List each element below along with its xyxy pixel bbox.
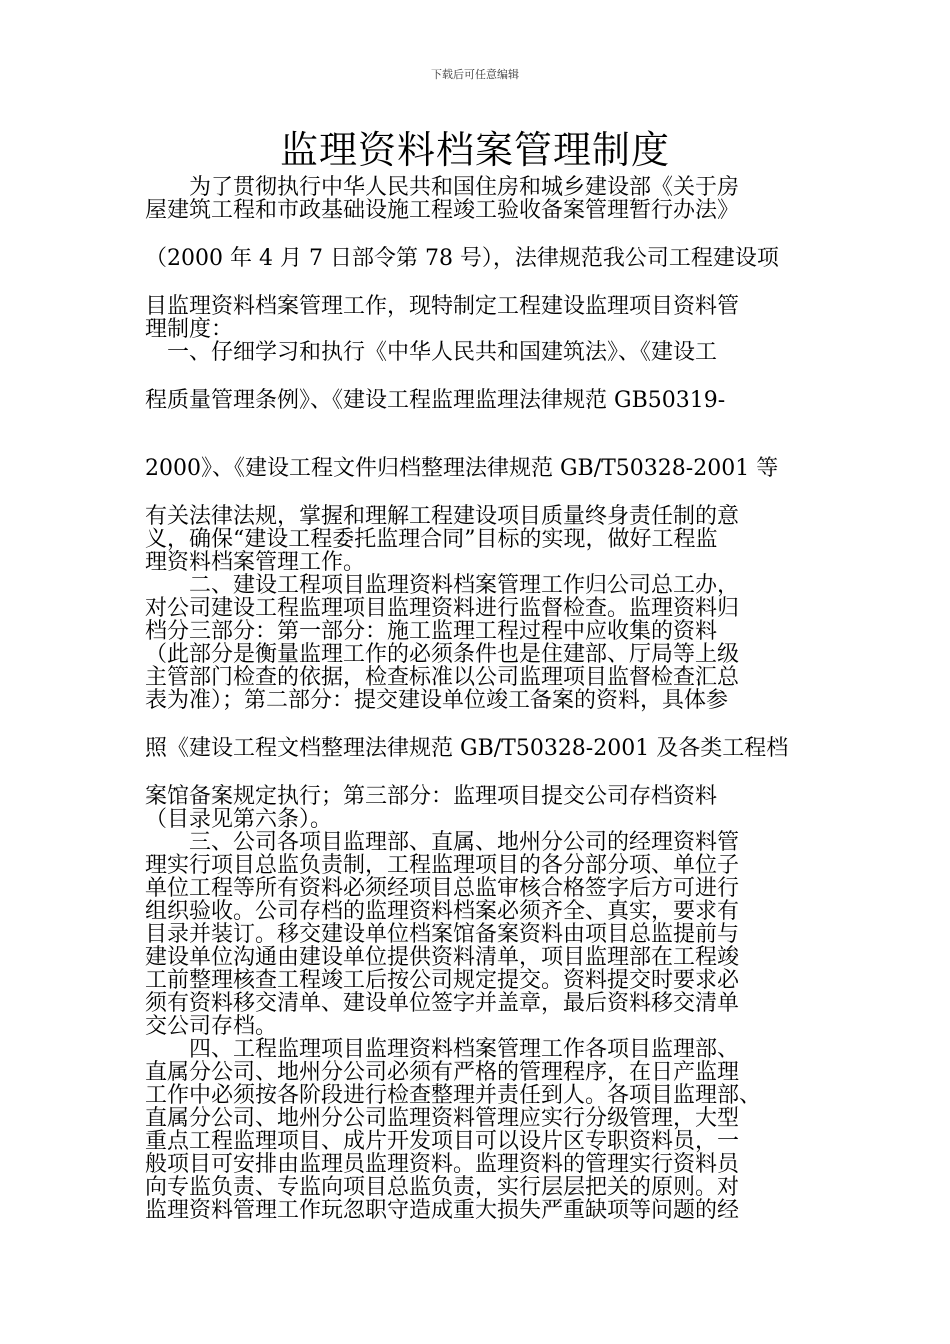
body-line: 交公司存档。: [145, 1014, 278, 1039]
body-line: 三、公司各项目监理部、直属、地州分公司的经理资料管: [145, 830, 740, 855]
body-line: 般项目可安排由监理员监理资料。监理资料的管理实行资料员: [145, 1152, 740, 1177]
body-line: 理资料档案管理工作。: [145, 550, 366, 575]
body-line: 表为准）；第二部分：提交建设单位竣工备案的资料，具体参: [145, 688, 729, 713]
body-line: （2000 年 4 月 7 日部令第 78 号），法律规范我公司工程建设项: [145, 246, 779, 271]
body-line: （目录见第六条）。: [145, 807, 333, 832]
body-line: 一、仔细学习和执行《中华人民共和国建筑法》、《建设工: [145, 340, 718, 365]
body-line: 监理资料管理工作玩忽职守造成重大损失严重缺项等问题的经: [145, 1198, 740, 1223]
body-line: 须有资料移交清单、建设单位签字并盖章，最后资料移交清单: [145, 991, 740, 1016]
body-line: 程质量管理条例》、《建设工程监理监理法律规范 GB50319-: [145, 388, 726, 413]
body-line: 组织验收。公司存档的监理资料档案必须齐全、真实，要求有: [145, 899, 740, 924]
document-title: 监理资料档案管理制度: [279, 128, 670, 172]
body-line: 档分三部分：第一部分：施工监理工程过程中应收集的资料: [145, 619, 718, 644]
body-line: 目监理资料档案管理工作，现特制定工程建设监理项目资料管: [145, 294, 740, 319]
body-line: 工前整理核查工程竣工后按公司规定提交。资料提交时要求必: [145, 968, 740, 993]
body-line: 理制度：: [145, 317, 234, 342]
body-line: 单位工程等所有资料必须经项目总监审核合格签字后方可进行: [145, 876, 740, 901]
body-line: 屋建筑工程和市政基础设施工程竣工验收备案管理暂行办法》: [145, 198, 740, 223]
body-line: 主管部门检查的依据，检查标准以公司监理项目监督检查汇总: [145, 665, 740, 690]
body-line: 有关法律法规，掌握和理解工程建设项目质量终身责任制的意: [145, 504, 740, 529]
body-line: 重点工程监理项目、成片开发项目可以设片区专职资料员，一: [145, 1129, 740, 1154]
document-body: [145, 176, 805, 1222]
body-line: 直属分公司、地州分公司监理资料管理应实行分级管理，大型: [145, 1106, 740, 1131]
body-line: 为了贯彻执行中华人民共和国住房和城乡建设部《关于房: [145, 175, 740, 200]
body-line: 2000》、《建设工程文件归档整理法律规范 GB/T50328-2001 等: [145, 456, 779, 481]
body-line: （此部分是衡量监理工作的必须条件也是住建部、厅局等上级: [145, 642, 740, 667]
body-line: 案馆备案规定执行；第三部分：监理项目提交公司存档资料: [145, 784, 718, 809]
page-header: 下载后可任意编辑: [431, 68, 519, 81]
body-line: 向专监负责、专监向项目总监负责，实行层层把关的原则。对: [145, 1175, 740, 1200]
body-line: 四、工程监理项目监理资料档案管理工作各项目监理部、: [145, 1037, 740, 1062]
body-line: 对公司建设工程监理项目监理资料进行监督检查。监理资料归: [145, 596, 740, 621]
body-line: 建设单位沟通由建设单位提供资料清单，项目监理部在工程竣: [145, 945, 740, 970]
body-line: 直属分公司、地州分公司必须有严格的管理程序，在日产监理: [145, 1060, 740, 1085]
body-line: 义，确保“建设工程委托监理合同”目标的实现，做好工程监: [145, 527, 718, 552]
body-line: 工作中必须按各阶段进行检查整理并责任到人。各项目监理部、: [145, 1083, 762, 1108]
body-line: 照《建设工程文档整理法律规范 GB/T50328-2001 及各类工程档: [145, 736, 789, 761]
body-line: 理实行项目总监负责制，工程监理项目的各分部分项、单位子: [145, 853, 740, 878]
body-line: 二、建设工程项目监理资料档案管理工作归公司总工办，: [145, 573, 740, 598]
body-line: 目录并装订。移交建设单位档案馆备案资料由项目总监提前与: [145, 922, 740, 947]
